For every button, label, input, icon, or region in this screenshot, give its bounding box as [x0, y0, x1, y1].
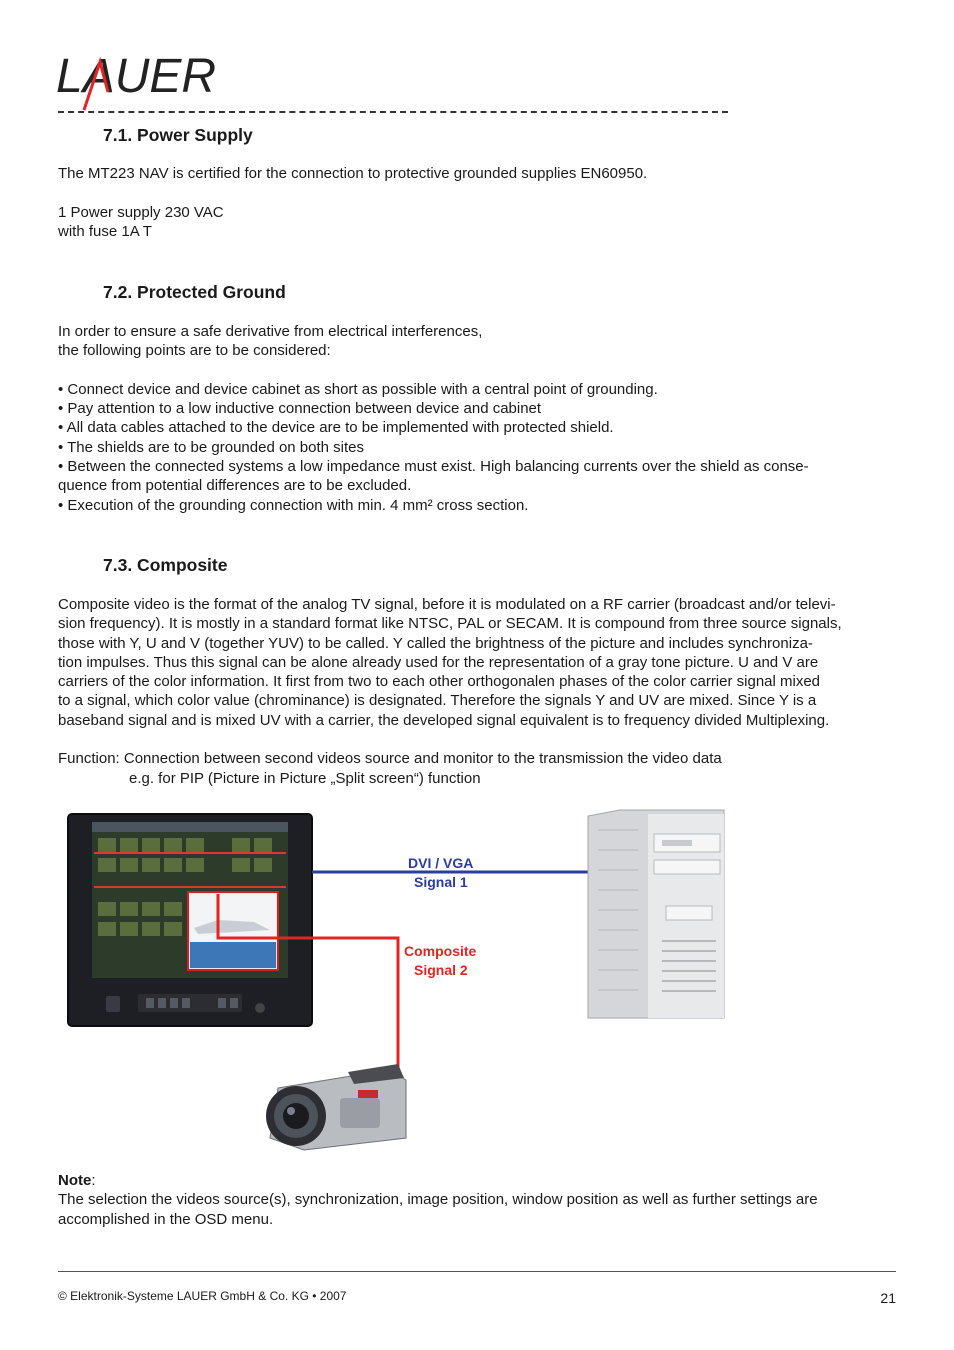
dvi-vga-label: DVI / VGA — [408, 855, 474, 871]
ground-bullet: • Execution of the grounding connection with min. 4 mm² cross section. — [58, 496, 529, 514]
monitor-illustration — [68, 814, 312, 1026]
header-dashed-rule — [58, 111, 728, 113]
function-description: Function: Connection between second videos source and monitor to the transmission the video data — [58, 750, 722, 768]
note-colon: : — [91, 1172, 96, 1189]
note-label: Note — [58, 1172, 92, 1189]
lauer-logo — [56, 52, 246, 114]
protected-ground-text — [58, 322, 908, 515]
heading-composite: 7.3. Composite — [103, 555, 228, 575]
function-example: e.g. for PIP (Picture in Picture „Split screen“) function — [129, 769, 481, 787]
footer-rule — [58, 1271, 896, 1272]
ground-intro-1: In order to ensure a safe derivative from electrical interferences, — [58, 323, 483, 340]
composite-label: Composite — [404, 943, 477, 959]
logo-text: LAUER — [56, 52, 217, 103]
composite-line: to a signal, which color value (chrominance) is designated. Therefore the signals Y and UV are mixed. Since Y is a — [58, 692, 817, 710]
power-certification: The MT223 NAV is certified for the connection to protective grounded supplies EN60950. — [58, 165, 648, 182]
ground-bullet-continuation: quence from potential differences are to be excluded. — [58, 477, 412, 495]
note-block — [58, 1171, 908, 1229]
heading-protected-ground: 7.2. Protected Ground — [103, 282, 286, 302]
composite-text — [58, 595, 903, 788]
ground-bullet: • The shields are to be grounded on both sites — [58, 438, 365, 456]
connection-diagram — [58, 800, 758, 1160]
camcorder-illustration — [266, 1064, 406, 1150]
lauer-logo-graphic — [56, 52, 246, 114]
composite-line: tion impulses. Thus this signal can be alone already used for the representation of a gray tone picture. U and V are — [58, 653, 819, 671]
composite-line: baseband signal and is mixed UV with a carrier, the developed signal equivalent is to frequency divided Multiplexing. — [58, 711, 830, 729]
note-line: accomplished in the OSD menu. — [58, 1210, 274, 1228]
connection-diagram-graphic — [58, 800, 758, 1160]
page-number: 21 — [880, 1290, 896, 1306]
ground-bullet: • Pay attention to a low inductive connection between device and cabinet — [58, 400, 542, 418]
composite-line: carriers of the color information. It first from two to each other orthogonalen phases of the color carrier signal mixed — [58, 673, 821, 691]
power-fuse-spec: with fuse 1A T — [58, 222, 152, 240]
ground-bullet: • Connect device and device cabinet as short as possible with a central point of grounding. — [58, 380, 658, 398]
composite-line: those with Y, U and V (together YUV) to be called. Y called the brightness of the picture and includes synchroniza- — [58, 634, 813, 652]
ground-bullet: • Between the connected systems a low impedance must exist. High balancing currents over the shield as conse- — [58, 458, 809, 476]
power-supply-spec: 1 Power supply 230 VAC — [58, 203, 224, 221]
footer-copyright: © Elektronik-Systeme LAUER GmbH & Co. KG • 2007 — [58, 1289, 347, 1303]
note-heading — [58, 1171, 908, 1190]
pc-tower-illustration — [588, 810, 724, 1018]
heading-power-supply: 7.1. Power Supply — [103, 125, 253, 145]
ground-bullet: • All data cables attached to the device are to be implemented with protected shield. — [58, 419, 614, 437]
note-line: The selection the videos source(s), synchronization, image position, window position as well as further settings are — [58, 1191, 818, 1209]
composite-line: sion frequency). It is mostly in a standard format like NTSC, PAL or SECAM. It is compound from three source signals, — [58, 615, 842, 633]
composite-line: Composite video is the format of the analog TV signal, before it is modulated on a RF carrier (broadcast and/or televi- — [58, 596, 836, 613]
ground-intro-2: the following points are to be considered: — [58, 342, 331, 360]
signal-1-label: Signal 1 — [414, 874, 468, 890]
power-supply-text — [58, 164, 908, 241]
signal-2-label: Signal 2 — [414, 962, 468, 978]
